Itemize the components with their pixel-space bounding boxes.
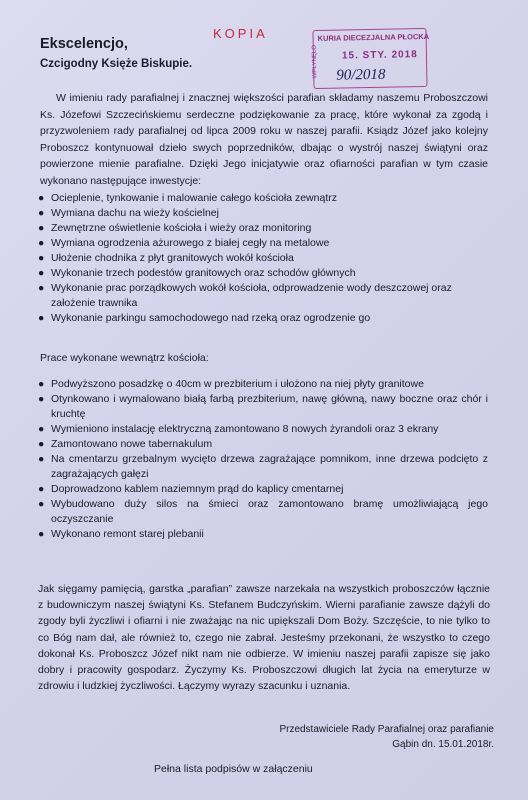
stamp-institution: KURIA DIECEZJALNA PŁOCKA bbox=[317, 31, 430, 43]
list-item: ● Wymiana ogrodzenia ażurowego z białej cegły na metalowe bbox=[38, 237, 330, 249]
list-item: ● Zamontowano nowe tabernakulum bbox=[38, 438, 213, 450]
stamp-reference-number: 90/2018 bbox=[336, 66, 386, 84]
list-item: ● Doprowadzono kablem naziemnym prąd do kaplicy cmentarnej bbox=[38, 483, 344, 495]
bullet-icon: ● bbox=[38, 312, 45, 324]
list-item: ● Wykonanie trzech podestów granitowych oraz schodów głównych bbox=[38, 267, 356, 279]
list-item: ● Ułożenie chodnika z płyt granitowych wokół kościoła bbox=[38, 252, 294, 264]
list-item: ● Na cmentarzu grzebalnym wycięto drzewa zagrażające pomnikom, inne drzewa podcięto z zagrażających gałęzi bbox=[38, 453, 488, 480]
list-item: ● Podwyższono posadzkę o 40cm w prezbiterium i ułożono na niej płyty granitowe bbox=[38, 378, 424, 390]
list-item: ● Wymiana dachu na wieży kościelnej bbox=[38, 207, 219, 219]
place-date-line: Gąbin dn. 15.01.2018r. bbox=[392, 739, 494, 750]
list-item: ● Wymieniono instalację elektryczną zamontowano 8 nowych żyrandoli oraz 3 ekrany bbox=[38, 423, 439, 435]
list-item: ● Zewnętrzne oświetlenie kościoła i wieży oraz monitoring bbox=[38, 222, 312, 234]
signature-line: Przedstawiciele Rady Parafialnej oraz parafianie bbox=[279, 724, 494, 735]
outside-works-list bbox=[38, 191, 488, 326]
salutation: Ekscelencjo, bbox=[40, 36, 128, 52]
bullet-icon: ● bbox=[38, 222, 45, 234]
bullet-icon: ● bbox=[38, 483, 45, 495]
attachment-note: Pełna lista podpisów w załączeniu bbox=[154, 763, 313, 775]
bullet-icon: ● bbox=[38, 498, 45, 510]
inside-works-list bbox=[38, 377, 488, 542]
closing-paragraph: Jak sięgamy pamięcią, garstka „parafian” zawsze narzekała na wszystkich proboszczów łącznie z budowniczym naszej świątyni Ks. Stefanem Budczyńskim. Wierni parafianie zawsze dążyli do zgody byli życzliwi i ofiarni i nie zważając na nic upiększali Dom Boży. Szczęście, to nie tylko to co Bóg nam dał, ale również to, czego nie zabrał. Jesteśmy przekonani, że wszystko to czego dokonał Ks. Proboszcz Józef nikt nam nie odbierze. W imieniu naszej parafii zapisze się jako dobry i pracowity gospodarz. Życzymy Ks. Proboszczowi długich lat życia na emeryturze w zdrowiu i ludzkiej życzliwości. Łączymy wyrazy szacunku i uznania. bbox=[38, 583, 490, 693]
received-stamp bbox=[311, 28, 430, 89]
bullet-icon: ● bbox=[38, 453, 45, 465]
bullet-icon: ● bbox=[38, 192, 45, 204]
list-item: ● Ocieplenie, tynkowanie i malowanie całego kościoła zewnątrz bbox=[38, 192, 337, 204]
bullet-icon: ● bbox=[38, 423, 45, 435]
bullet-icon: ● bbox=[38, 393, 45, 405]
bullet-icon: ● bbox=[38, 252, 45, 264]
bullet-icon: ● bbox=[38, 267, 45, 279]
bullet-icon: ● bbox=[38, 378, 45, 390]
list-item: ● Wykonano remont starej plebanii bbox=[38, 528, 204, 540]
bullet-icon: ● bbox=[38, 282, 45, 294]
inside-works-heading: Prace wykonane wewnątrz kościoła: bbox=[40, 352, 209, 364]
signature-block bbox=[279, 722, 494, 752]
intro-paragraph: W imieniu rady parafialnej i znacznej większości parafian składamy naszemu Proboszczowi Ks. Józefowi Szczecińskiemu serdeczne podziękowanie za pracę, które wykonał za zgodą i przyzwoleniem rady parafialnej od lipca 2009 roku w naszej parafii. Ksiądz Józef jako kolejny Proboszcz kontynuował dzieło swych poprzedników, dbając o wystrój naszej świątyni oraz powierzone mienie parafialne. Dzięki Jego inicjatywie oraz ofiarności parafian w tym czasie wykonano następujące inwestycje: bbox=[40, 92, 488, 187]
bullet-icon: ● bbox=[38, 207, 45, 219]
list-item: ● Wykonanie prac porządkowych wokół kościoła, odprowadzenie wody deszczowej oraz założenie trawnika bbox=[38, 282, 452, 309]
salutation-bishop: Czcigodny Księże Biskupie. bbox=[40, 58, 193, 70]
list-item: ● Otynkowano i wymalowano białą farbą prezbiterium, nawę główną, nawy boczne oraz chór i kruchtę bbox=[38, 393, 488, 420]
list-item: ● Wybudowano duży silos na śmieci oraz zamontowano bramę umożliwiającą jego oczyszczanie bbox=[38, 498, 488, 525]
stamp-side-text: WPŁYNĘŁO bbox=[311, 44, 319, 79]
copy-mark: KOPIA bbox=[213, 26, 268, 41]
list-item: ● Wykonanie parkingu samochodowego nad rzeką oraz ogrodzenie go bbox=[38, 312, 371, 324]
bullet-icon: ● bbox=[38, 438, 45, 450]
bullet-icon: ● bbox=[38, 528, 45, 540]
stamp-date: 15. STY. 2018 bbox=[341, 49, 418, 62]
bullet-icon: ● bbox=[38, 237, 45, 249]
